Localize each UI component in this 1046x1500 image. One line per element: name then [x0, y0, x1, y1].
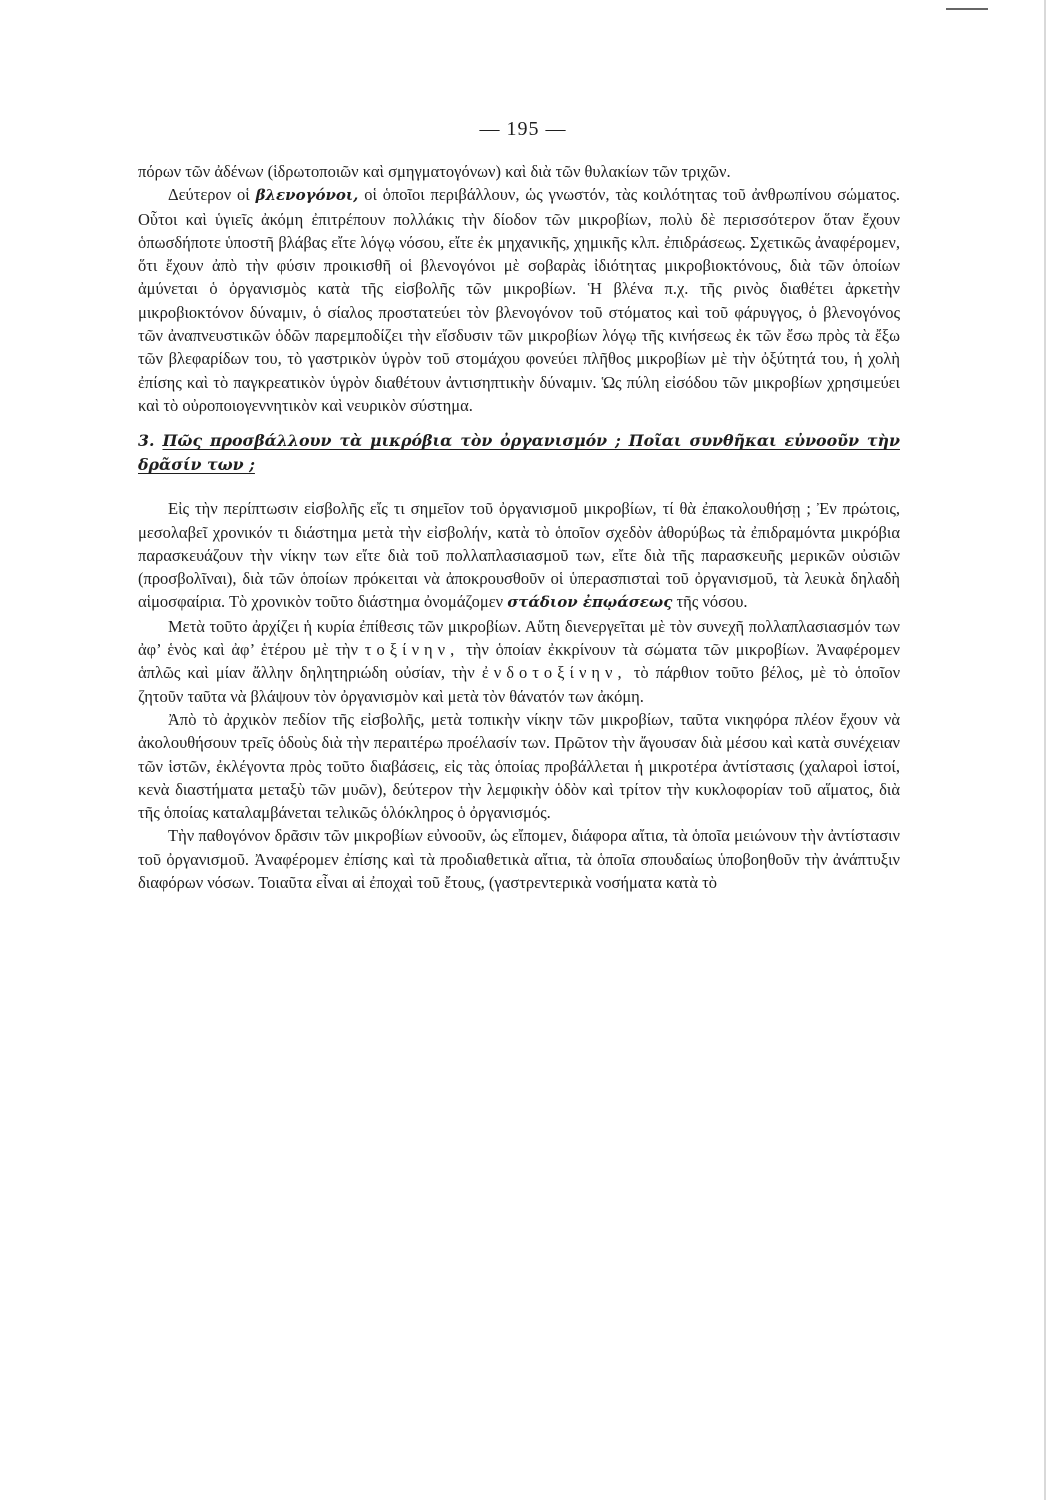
paragraph-5 [138, 708, 900, 824]
paragraph-3-start: Εἰς τὴν περίπτωσιν εἰσβολῆς εἴς τι σημεῖον τοῦ ὀργανισμοῦ μικροβίων, τί θὰ ἐπακολουθήσῃ ; Ἐν πρώτοις, μεσολαβεῖ χρονικόν τι διάστημα μετὰ τὴν εἰσβολήν, κατὰ τὸ ὁποῖον σχεδὸν ἀθορύβως τὰ ἐπιδραμόντα μικρόβια παρασκευάζουν τὴν νίκην των εἴτε διὰ τοῦ πολλαπλασιασμοῦ των, εἴτε διὰ τῆς παρασκευῆς μερικῶν οὐσιῶν (προσβολῖναι), διὰ τῶν ὁποίων πρόκειται νὰ ἀποκρουσθοῦν οἱ ὑπερασπισταὶ τοῦ ὀργανισμοῦ, τὰ λευκὰ δηλαδὴ αἱμοσφαίρια. Τὸ χρονικὸν τοῦτο διάστημα ὀνομάζομεν [138, 499, 900, 612]
paragraph-6-text: Τὴν παθογόνον δρᾶσιν τῶν μικροβίων εὐνοοῦν, ὡς εἴπομεν, διάφορα αἴτια, τὰ ὁποῖα μειώνουν τὴν ἀντίστασιν τοῦ ὀργανισμοῦ. Ἀναφέρομεν ἐπίσης καὶ τὰ προδιαθετικὰ αἴτια, τὰ ὁποῖα σπουδαίως ὑποβοηθοῦν τὴν ἀνάπτυξιν διαφόρων νόσων. Τοιαῦτα εἶναι αἱ ἐποχαὶ τοῦ ἔτους, (γαστρεντερικὰ νοσήματα κατὰ τὸ [138, 826, 900, 893]
paragraph-4-end: τὸ πάρθιον τοῦτο βέλος, μὲ τὸ ὁποῖον ζητοῦν ταῦτα νὰ βλάψουν τὸν ὀργανισμὸν καὶ μετὰ τὸν θάνατόν των ἀκόμη. [138, 663, 901, 706]
paragraph-1-text: πόρων τῶν ἀδένων (ἱδρωτοποιῶν καὶ σμηγματογόνων) καὶ διὰ τῶν θυλακίων τῶν τριχῶν. [138, 162, 731, 181]
section-title: Πῶς προσβάλλουν τὰ μικρόβια τὸν ὀργανισμόν ; Ποῖαι συνθῆκαι εὐνοοῦν τὴν δρᾶσίν των ; [138, 431, 900, 475]
paragraph-2-rest: οἱ ὁποῖοι περιβάλλουν, ὡς γνωστόν, τὰς κοιλότητας τοῦ ἀνθρωπίνου σώματος. Οὗτοι καὶ ὑγιεῖς ἀκόμη ἐπιτρέπουν πολλάκις τὴν δίοδον τῶν μικροβίων, πολὺ δὲ περισσότερον ὅταν ἔχουν ὁπωσδήποτε ὑποστῆ βλάβας εἴτε λόγῳ νόσου, εἴτε ἐκ μηχανικῆς, χημικῆς κλπ. ἐπιδράσεως. Σχετικῶς ἀναφέρομεν, ὅτι ἔχουν ἀπὸ τὴν φύσιν προικισθῆ οἱ βλενογόνοι μὲ σοβαρὰς ἰδιότητας μικροβιοκτόνους, διὰ τῶν ὁποίων ἀμύνεται ὁ ὀργανισμὸς κατὰ τῆς εἰσβολῆς τῶν μικροβίων. Ἡ βλένα π.χ. τῆς ρινὸς διαθέτει ἀρκετὴν μικροβιοκτόνον δύναμιν, ὁ σίαλος προστατεύει τὸν βλενογόνον τοῦ στόματος καὶ τοῦ φάρυγγος, ὁ βλενογόνος τῶν ἀναπνευστικῶν ὁδῶν παρεμποδίζει τὴν εἴσδυσιν τῶν μικροβίων λόγῳ τῆς κινήσεως ἐκ τῶν ἔσω πρὸς τὰ ἔξω τῶν βλεφαρίδων του, τὸ γαστρικὸν ὑγρὸν τοῦ στομάχου φονεύει πλῆθος μικροβίων μὲ τὴν ὀξύτητά του, ἡ χολὴ ἐπίσης καὶ τὸ παγκρεατικὸν ὑγρὸν διαθέτουν ἀντισηπτικὴν δύναμιν. Ὡς πύλη εἰσόδου τῶν μικροβίων χρησιμεύει καὶ τὸ οὐροποιογεννητικὸν καὶ νευρικὸν σύστημα. [138, 185, 900, 415]
term-endotoxin: ἐνδοτοξίνην, [481, 663, 627, 683]
term-mucous-membranes: βλενογόνοι, [255, 186, 359, 205]
paragraph-4 [138, 615, 900, 708]
corner-mark [946, 8, 988, 10]
term-toxin: τοξίνην, [364, 640, 460, 660]
paragraph-1 [138, 160, 900, 183]
body-text [138, 160, 900, 894]
paragraph-2-start: Δεύτερον οἱ [168, 185, 250, 205]
paragraph-4-middle: τὴν ὁποίαν ἐκκρίνουν τὰ σώματα τῶν μικροβίων. Ἀναφέρομεν ἁπλῶς καὶ μίαν ἄλλην δηλητηριώδη οὐσίαν, τὴν [138, 640, 901, 683]
term-incubation-stage: στάδιον ἐπῳάσεως [507, 593, 673, 612]
paragraph-5-text: Ἀπὸ τὸ ἀρχικὸν πεδίον τῆς εἰσβολῆς, μετὰ τοπικὴν νίκην τῶν μικροβίων, ταῦτα νικηφόρα πλέον ἔχουν νὰ ἀκολουθήσουν τρεῖς ὁδοὺς διὰ τὴν περαιτέρω προέλασίν των. Πρῶτον τὴν ἄγουσαν διὰ μέσου καὶ κατὰ συνέχειαν τῶν ἱστῶν, ἐκλέγοντα πρὸς τοῦτο διαβάσεις, εἰς τὰς ὁποίας προβάλλεται ἡ μικροτέρα ἀντίστασις (χαλαροὶ ἱστοί, κενὰ διαστήματα μεταξὺ τῶν μυῶν), δεύτερον τὴν λεμφικὴν ὁδὸν καὶ τρίτον τὴν κυκλοφορίαν τοῦ αἵματος, διὰ τῆς ὁποίας καταλαμβάνεται τελικῶς ὁλόκληρος ὁ ὀργανισμός. [138, 709, 900, 823]
section-heading [138, 429, 900, 477]
paragraph-4-start: Μετὰ τοῦτο ἀρχίζει ἡ κυρία ἐπίθεσις τῶν μικροβίων. Αὕτη διενεργεῖται μὲ τὸν συνεχῆ πολλαπλασιασμόν των ἀφ’ ἑνὸς καὶ ἀφ’ ἑτέρου μὲ τὴν [138, 616, 900, 660]
page-number: — 195 — [479, 118, 567, 140]
section-number: 3. [138, 431, 155, 451]
paragraph-3-end: τῆς νόσου. [676, 592, 748, 612]
paragraph-3 [138, 497, 900, 614]
paragraph-6 [138, 824, 900, 894]
paragraph-2 [138, 183, 900, 417]
